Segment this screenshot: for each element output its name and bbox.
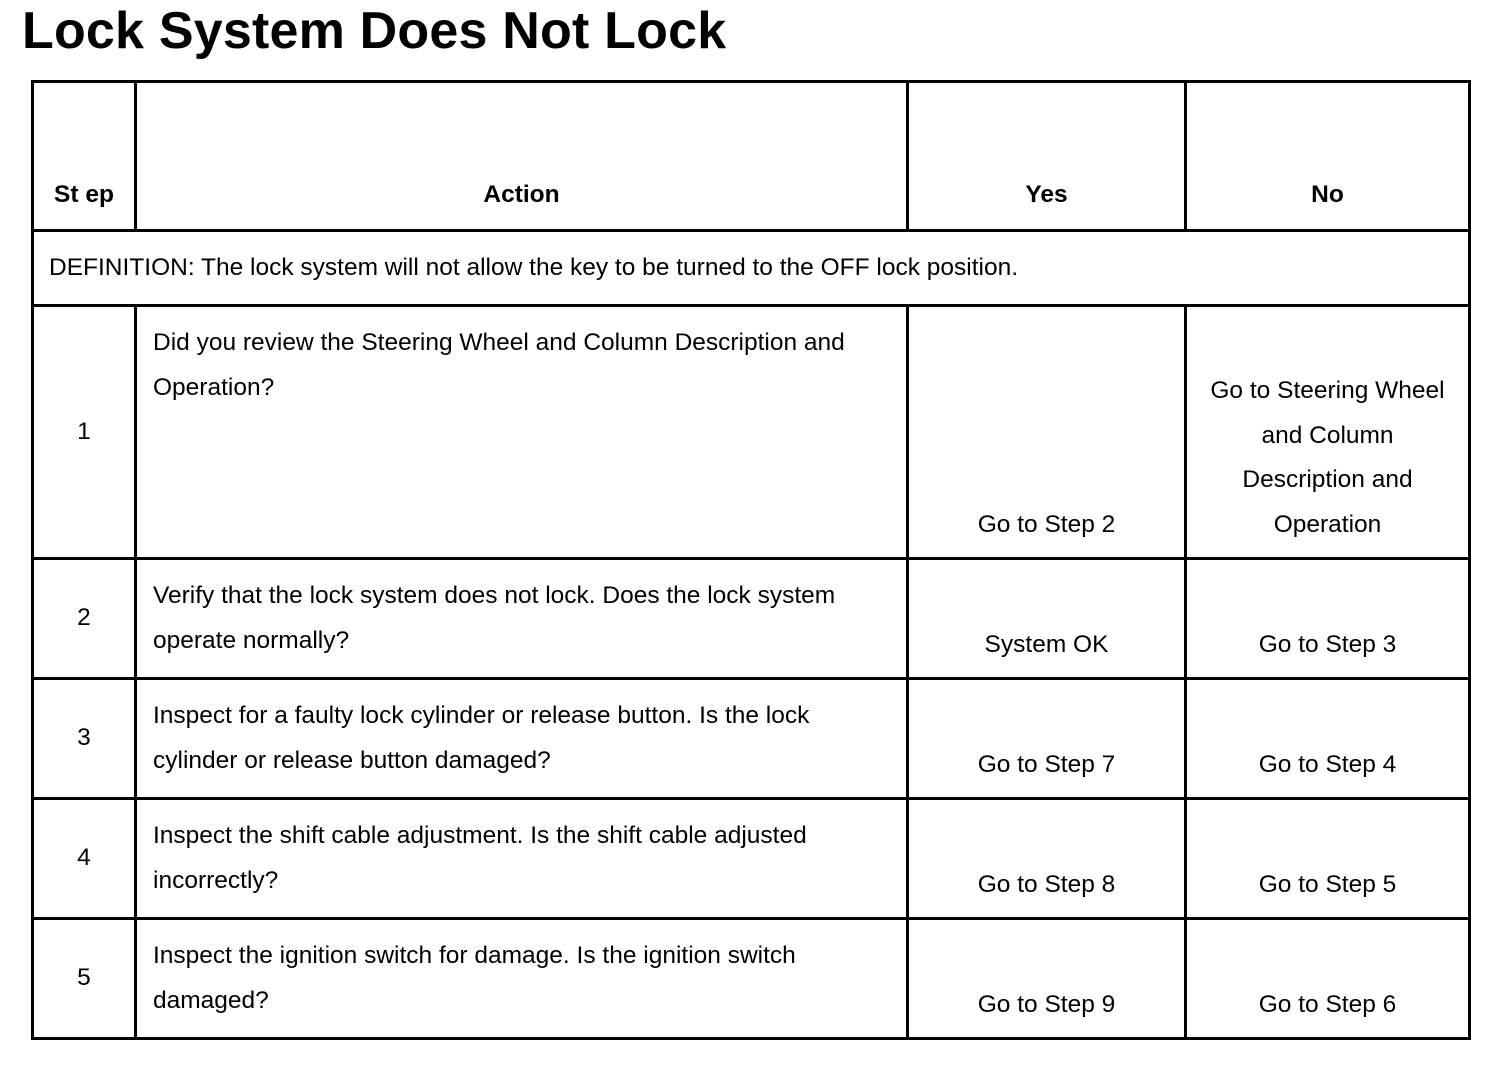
action-text: Did you review the Steering Wheel and Column Description and Operation?	[136, 306, 908, 559]
definition-row	[33, 231, 1470, 306]
column-header-step: St ep	[33, 82, 136, 231]
action-text: Inspect the shift cable adjustment. Is the shift cable adjusted incorrectly?	[136, 799, 908, 919]
step-number: 3	[33, 679, 136, 799]
column-header-no: No	[1186, 82, 1470, 231]
step-number: 1	[33, 306, 136, 559]
action-text: Inspect for a faulty lock cylinder or release button. Is the lock cylinder or release button damaged?	[136, 679, 908, 799]
table-row	[33, 306, 1470, 559]
no-result: Go to Step 6	[1186, 919, 1470, 1039]
no-result: Go to Step 4	[1186, 679, 1470, 799]
action-text: Verify that the lock system does not lock. Does the lock system operate normally?	[136, 559, 908, 679]
definition-text: DEFINITION: The lock system will not allow the key to be turned to the OFF lock position.	[33, 231, 1470, 306]
step-number: 4	[33, 799, 136, 919]
step-number: 2	[33, 559, 136, 679]
yes-result: Go to Step 8	[908, 799, 1186, 919]
no-result: Go to Steering Wheel and Column Description and Operation	[1186, 306, 1470, 559]
table-row	[33, 559, 1470, 679]
yes-result: Go to Step 2	[908, 306, 1186, 559]
table-row	[33, 919, 1470, 1039]
page-title: Lock System Does Not Lock	[22, 2, 727, 60]
action-text: Inspect the ignition switch for damage. Is the ignition switch damaged?	[136, 919, 908, 1039]
column-header-yes: Yes	[908, 82, 1186, 231]
table-header-row	[33, 82, 1470, 231]
column-header-action: Action	[136, 82, 908, 231]
yes-result: Go to Step 7	[908, 679, 1186, 799]
no-result: Go to Step 5	[1186, 799, 1470, 919]
table-row	[33, 799, 1470, 919]
yes-result: System OK	[908, 559, 1186, 679]
table-row	[33, 679, 1470, 799]
no-result: Go to Step 3	[1186, 559, 1470, 679]
diagnostic-table	[31, 80, 1471, 1040]
step-number: 5	[33, 919, 136, 1039]
yes-result: Go to Step 9	[908, 919, 1186, 1039]
